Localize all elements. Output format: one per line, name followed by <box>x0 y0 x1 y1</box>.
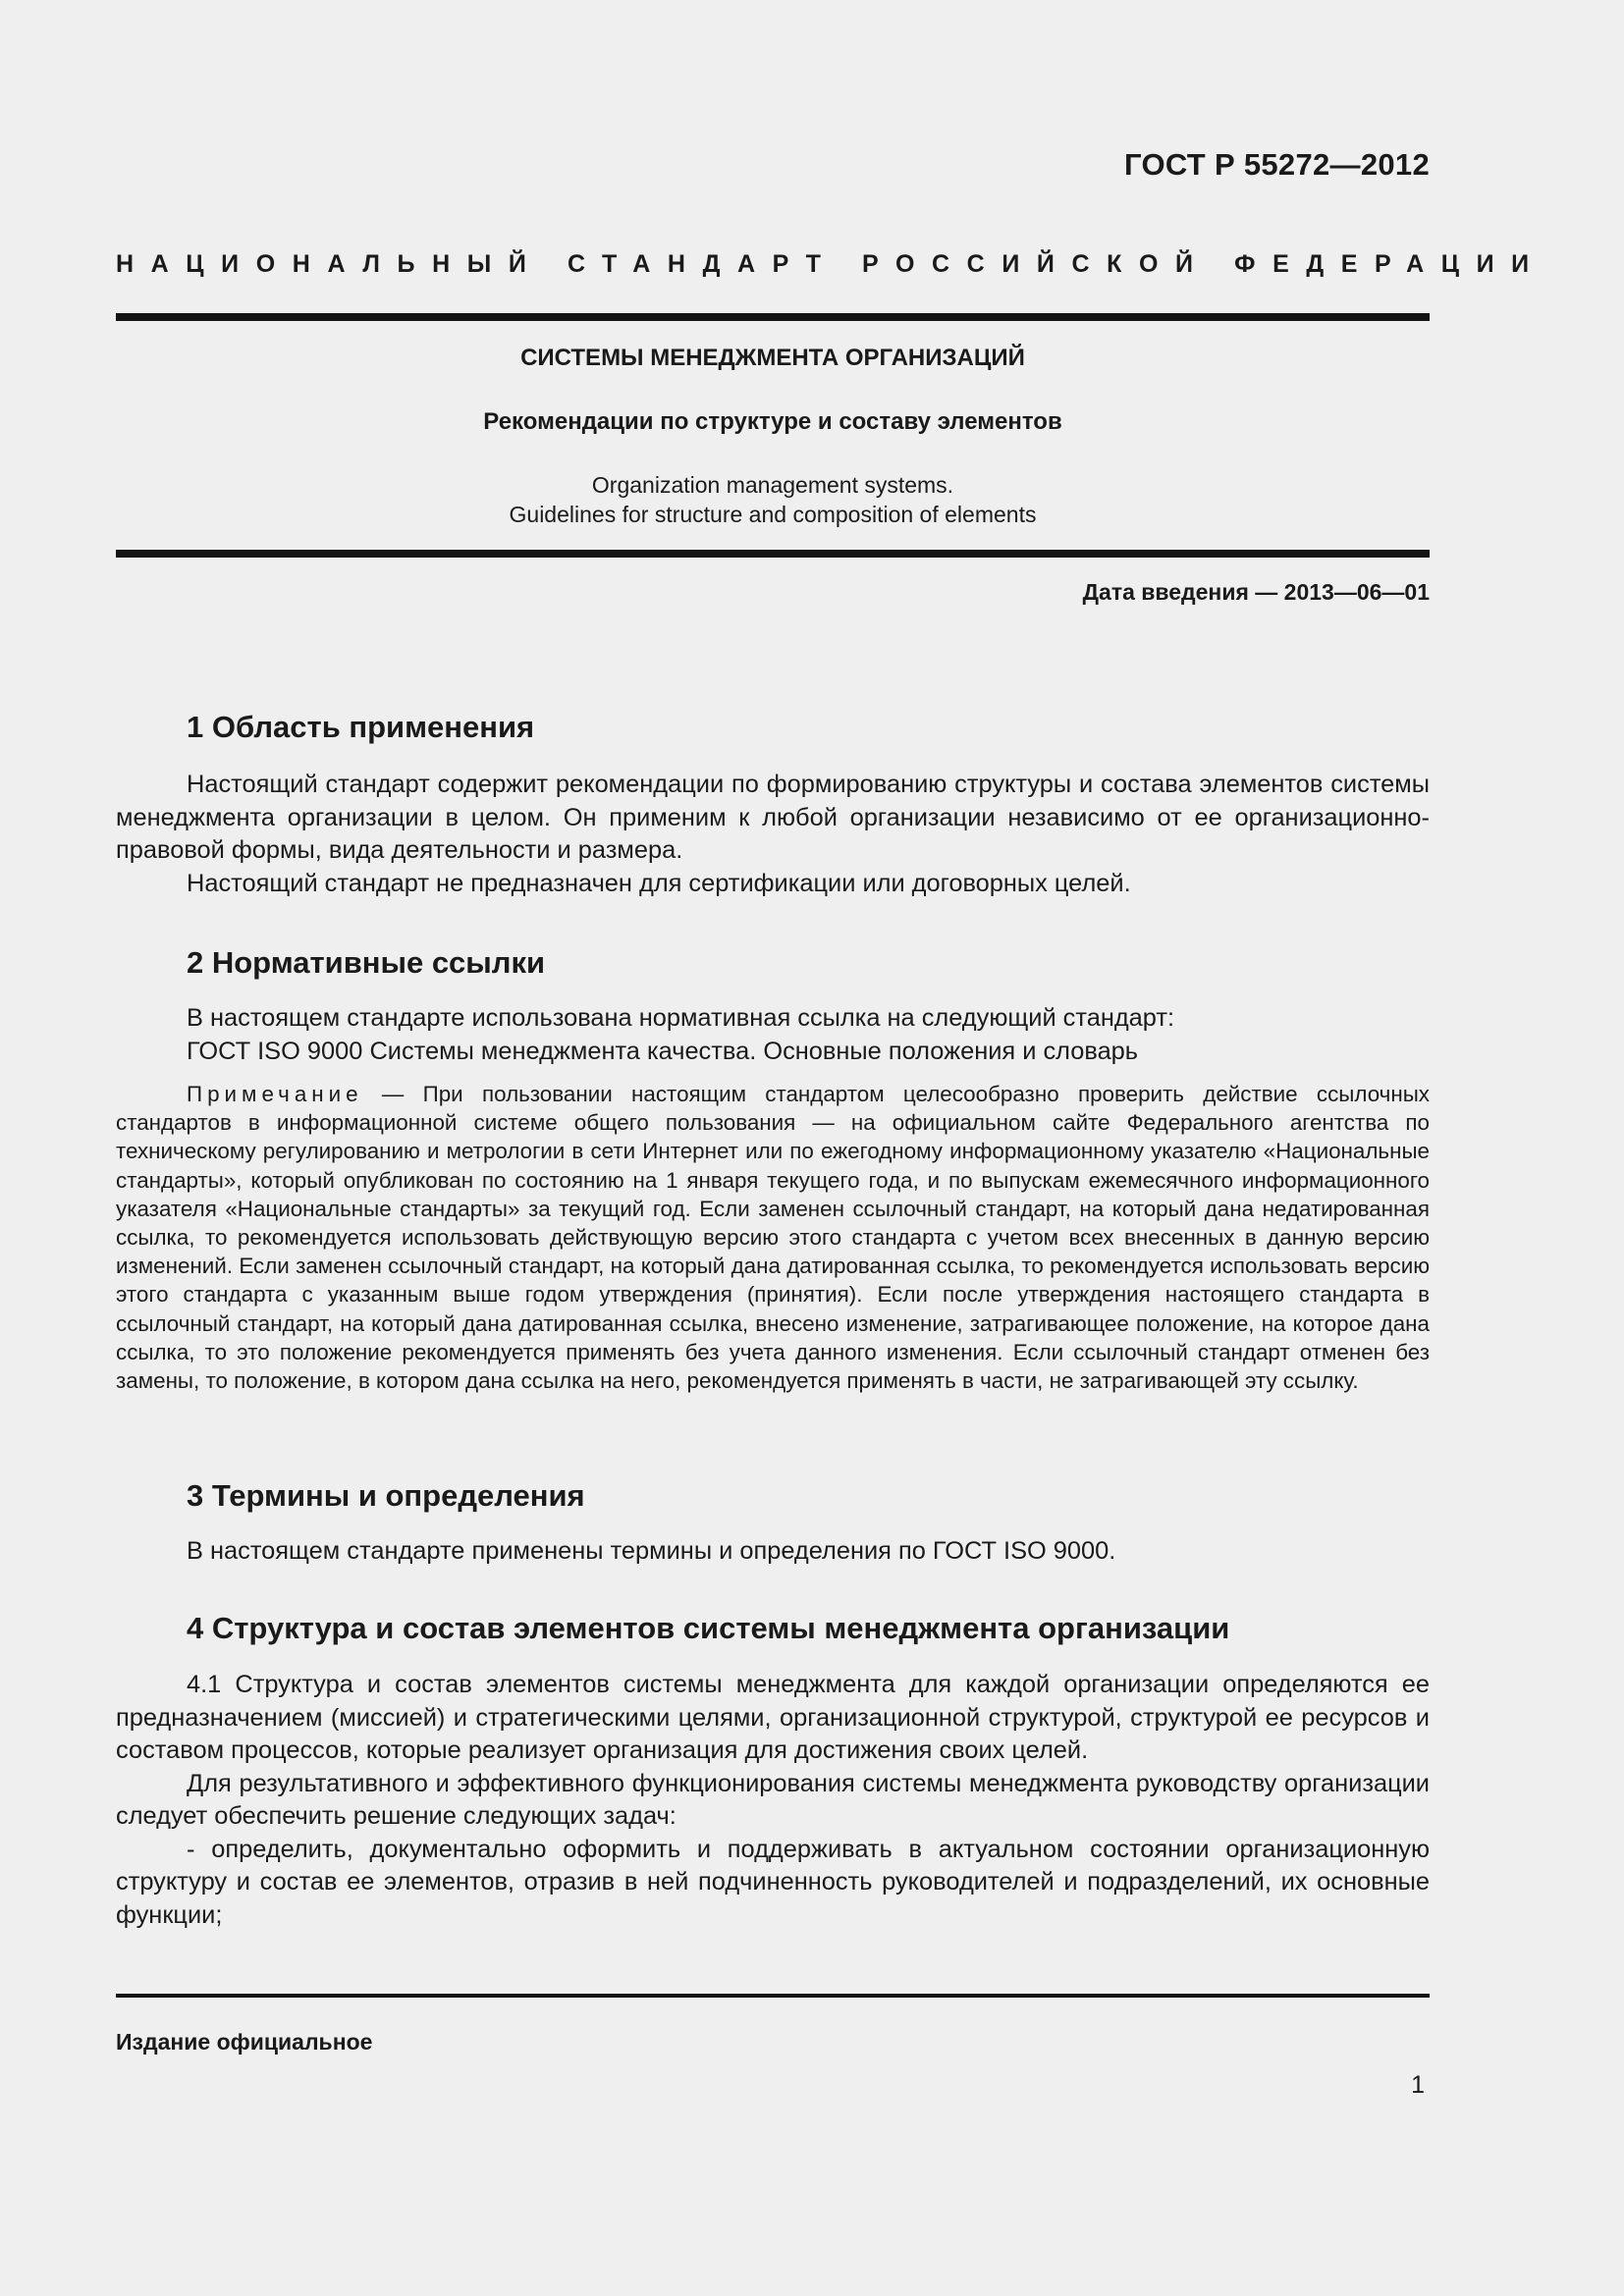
footer-rule <box>116 1994 1430 1998</box>
section-2-heading: 2 Нормативные ссылки <box>187 945 546 980</box>
english-title <box>116 470 1430 529</box>
section-1-heading: 1 Область применения <box>187 710 535 744</box>
paragraph: В настоящем стандарте применены термины и определения по ГОСТ ISO 9000. <box>187 1537 1116 1565</box>
official-edition-label: Издание официальное <box>116 2029 373 2055</box>
section-2-body <box>116 1002 1430 1068</box>
paragraph: 4.1 Структура и состав элементов системы менеджмента для каждой организации определяются ее предназначением (миссией) и стратегическими целями, организационной структурой, структурой ее ресурсов и составом процессов, которые реализует организация для достижения своих целей. <box>116 1671 1430 1764</box>
page-number: 1 <box>1411 2071 1425 2099</box>
note-paragraph <box>116 1080 1430 1395</box>
national-standard-banner: НАЦИОНАЛЬНЫЙ СТАНДАРТ РОССИЙСКОЙ ФЕДЕРАЦИИ <box>116 250 1546 278</box>
paragraph: Настоящий стандарт содержит рекомендации по формированию структуры и состава элементов системы менеджмента организации в целом. Он применим к любой организации независимо от ее организационно-правовой формы, вида деятельности и размера. <box>116 771 1430 864</box>
document-title: СИСТЕМЫ МЕНЕДЖМЕНТА ОРГАНИЗАЦИЙ <box>520 345 1025 371</box>
note-block <box>116 1080 1430 1395</box>
paragraph: Для результативного и эффективного функционирования системы менеджмента руководству организации следует обеспечить решение следующих задач: <box>116 1769 1430 1830</box>
document-number: ГОСТ Р 55272—2012 <box>1124 147 1430 182</box>
english-title-line-1: Organization management systems. <box>591 472 954 498</box>
paragraph: Настоящий стандарт не предназначен для сертификации или договорных целей. <box>187 869 1131 897</box>
section-3-body <box>116 1535 1430 1569</box>
document-subtitle: Рекомендации по структуре и составу элементов <box>483 408 1062 435</box>
section-1-body <box>116 769 1430 900</box>
list-item: - определить, документально оформить и поддерживать в актуальном состоянии организационную структуру и состав ее элементов, отразив в ней подчиненность руководителей и подразделений, их основные функции; <box>116 1835 1430 1929</box>
note-text: — При пользовании настоящим стандартом целесообразно проверить действие ссылочных стандартов в информационной системе общего пользования — на официальном сайте Федерального агентства по техническому регулированию и метрологии в сети Интернет или по ежегодному информационному указателю «Национальные стандарты», который опубликован по состоянию на 1 января текущего года, и по выпускам ежемесячного информационного указателя «Национальные стандарты» за текущий год. Если заменен ссылочный стандарт, на который дана недатированная ссылка, то рекомендуется использовать действующую версию этого стандарта с учетом всех внесенных в данную версию изменений. Если заменен ссылочный стандарт, на который дана датированная ссылка, то рекомендуется использовать версию этого стандарта с указанным выше годом утверждения (принятия). Если после утверждения настоящего стандарта в ссылочный стандарт, на который дана датированная ссылка, внесено изменение, затрагивающее положение, на которое дана ссылка, то это положение рекомендуется применять без учета данного изменения. Если ссылочный стандарт отменен без замены, то положение, в котором дана ссылка на него, рекомендуется применять в части, не затрагивающей эту ссылку. <box>116 1082 1430 1394</box>
english-title-line-2: Guidelines for structure and composition of elements <box>509 502 1037 527</box>
paragraph: В настоящем стандарте использована нормативная ссылка на следующий стандарт: <box>187 1004 1175 1032</box>
section-4-heading: 4 Структура и состав элементов системы менеджмента организации <box>187 1611 1230 1645</box>
title-bottom-rule <box>116 550 1430 558</box>
section-3-heading: 3 Термины и определения <box>187 1478 585 1513</box>
introduction-date: Дата введения — 2013—06—01 <box>1082 579 1430 605</box>
note-label: Примечание <box>187 1082 363 1106</box>
section-4-body <box>116 1669 1430 1932</box>
normative-reference: ГОСТ ISO 9000 Системы менеджмента качества. Основные положения и словарь <box>187 1037 1139 1065</box>
top-rule <box>116 313 1430 321</box>
